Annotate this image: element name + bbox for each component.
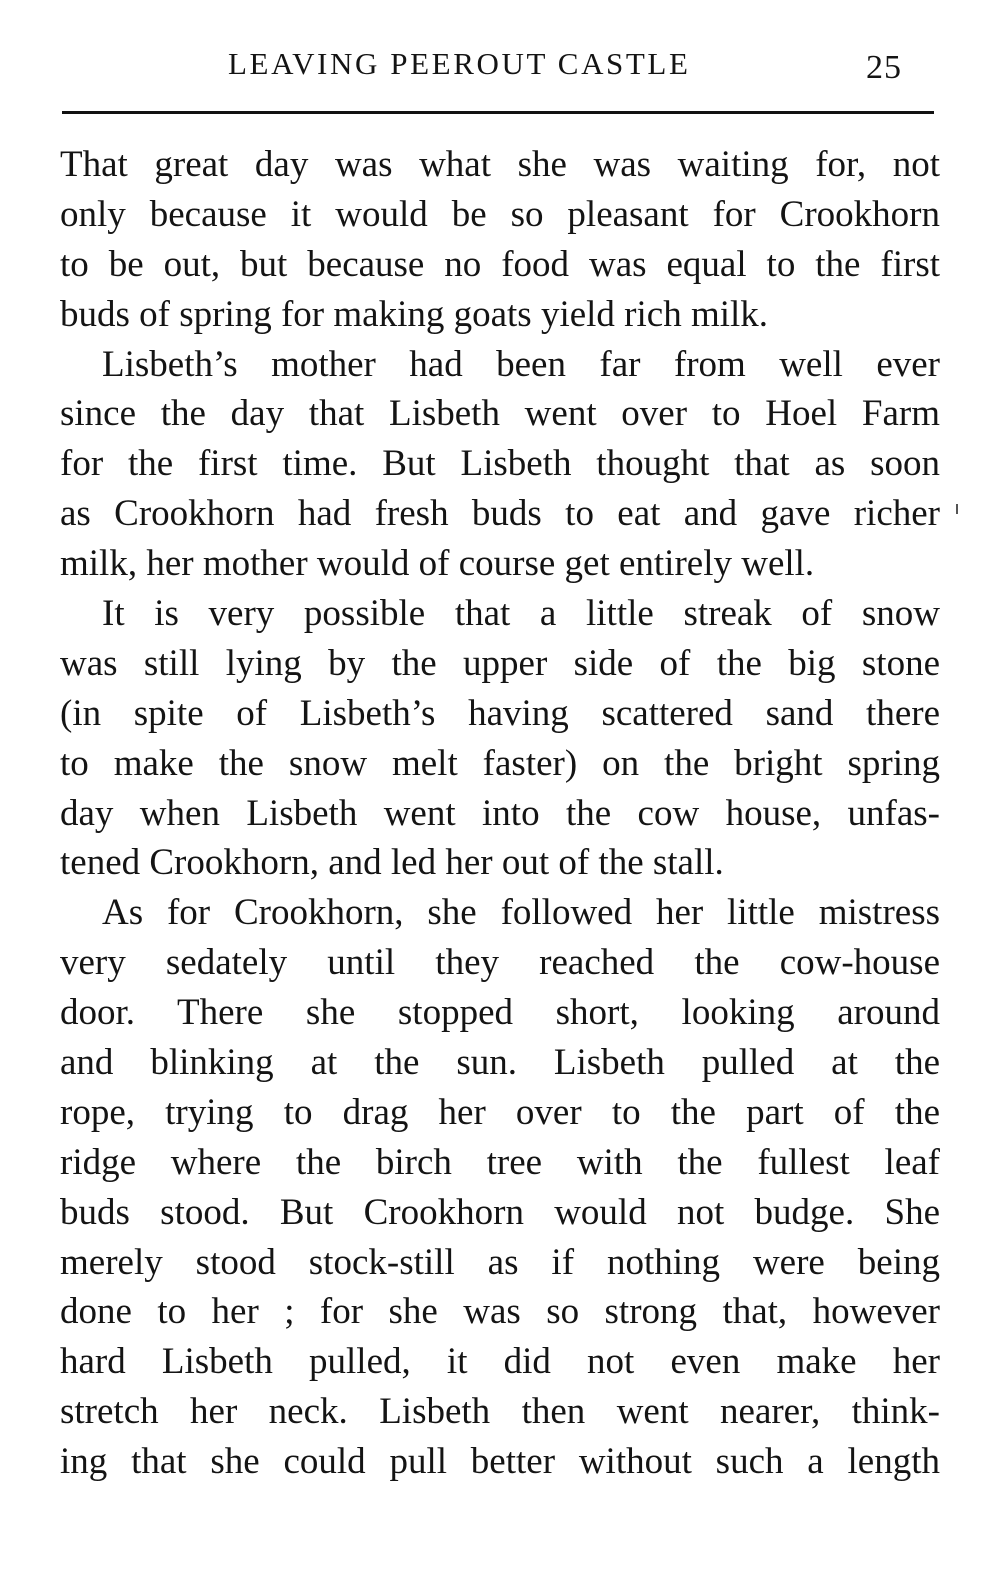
text-line: was still lying by the upper side of the big stone [60, 642, 940, 684]
text-line: Lisbeth’s mother had been far from well ever [102, 343, 940, 385]
text-line: done to her ; for she was so strong that, however [60, 1291, 940, 1333]
text-line: as Crookhorn had fresh buds to eat and gave richer [60, 493, 940, 535]
paragraph-1 [60, 140, 940, 340]
text-line: ing that she could pull better without such a length [60, 1441, 940, 1483]
text-line: merely stood stock-still as if nothing were being [60, 1241, 940, 1283]
text-line: buds of spring for making goats yield rich milk. [60, 293, 769, 335]
text-line: milk, her mother would of course get entirely well. [60, 543, 815, 585]
text-line: tened Crookhorn, and led her out of the stall. [60, 842, 724, 884]
text-line: day when Lisbeth went into the cow house, unfas- [60, 792, 940, 834]
body-text [60, 140, 940, 1487]
text-line: only because it would be so pleasant for Crookhorn [60, 193, 940, 235]
running-title: LEAVING PEEROUT CASTLE [228, 46, 691, 81]
text-line: very sedately until they reached the cow-house [60, 942, 940, 984]
text-line: since the day that Lisbeth went over to Hoel Farm [60, 393, 940, 435]
header-rule [62, 111, 934, 114]
text-line: to be out, but because no food was equal to the first [60, 243, 940, 285]
text-line: stretch her neck. Lisbeth then went nearer, think- [60, 1391, 940, 1433]
paragraph-3 [60, 589, 940, 888]
text-line: for the first time. But Lisbeth thought that as soon [60, 443, 940, 485]
text-line: That great day was what she was waiting for, not [60, 144, 940, 185]
paragraph-2 [60, 340, 940, 589]
paragraph-4 [60, 888, 940, 1487]
text-line: to make the snow melt faster) on the bright spring [60, 742, 940, 784]
text-line: and blinking at the sun. Lisbeth pulled at the [60, 1042, 940, 1084]
text-line: rope, trying to drag her over to the part of the [60, 1091, 940, 1133]
running-head [0, 44, 1000, 94]
print-speck [956, 504, 958, 514]
text-line: As for Crookhorn, she followed her little mistress [102, 892, 940, 934]
text-line: ridge where the birch tree with the fullest leaf [60, 1141, 940, 1183]
text-line: (in spite of Lisbeth’s having scattered sand there [60, 692, 940, 734]
text-line: hard Lisbeth pulled, it did not even make her [60, 1341, 940, 1383]
page-number: 25 [866, 49, 902, 86]
text-line: buds stood. But Crookhorn would not budge. She [60, 1191, 940, 1233]
text-line: It is very possible that a little streak of snow [102, 593, 940, 635]
text-line: door. There she stopped short, looking around [60, 992, 940, 1034]
